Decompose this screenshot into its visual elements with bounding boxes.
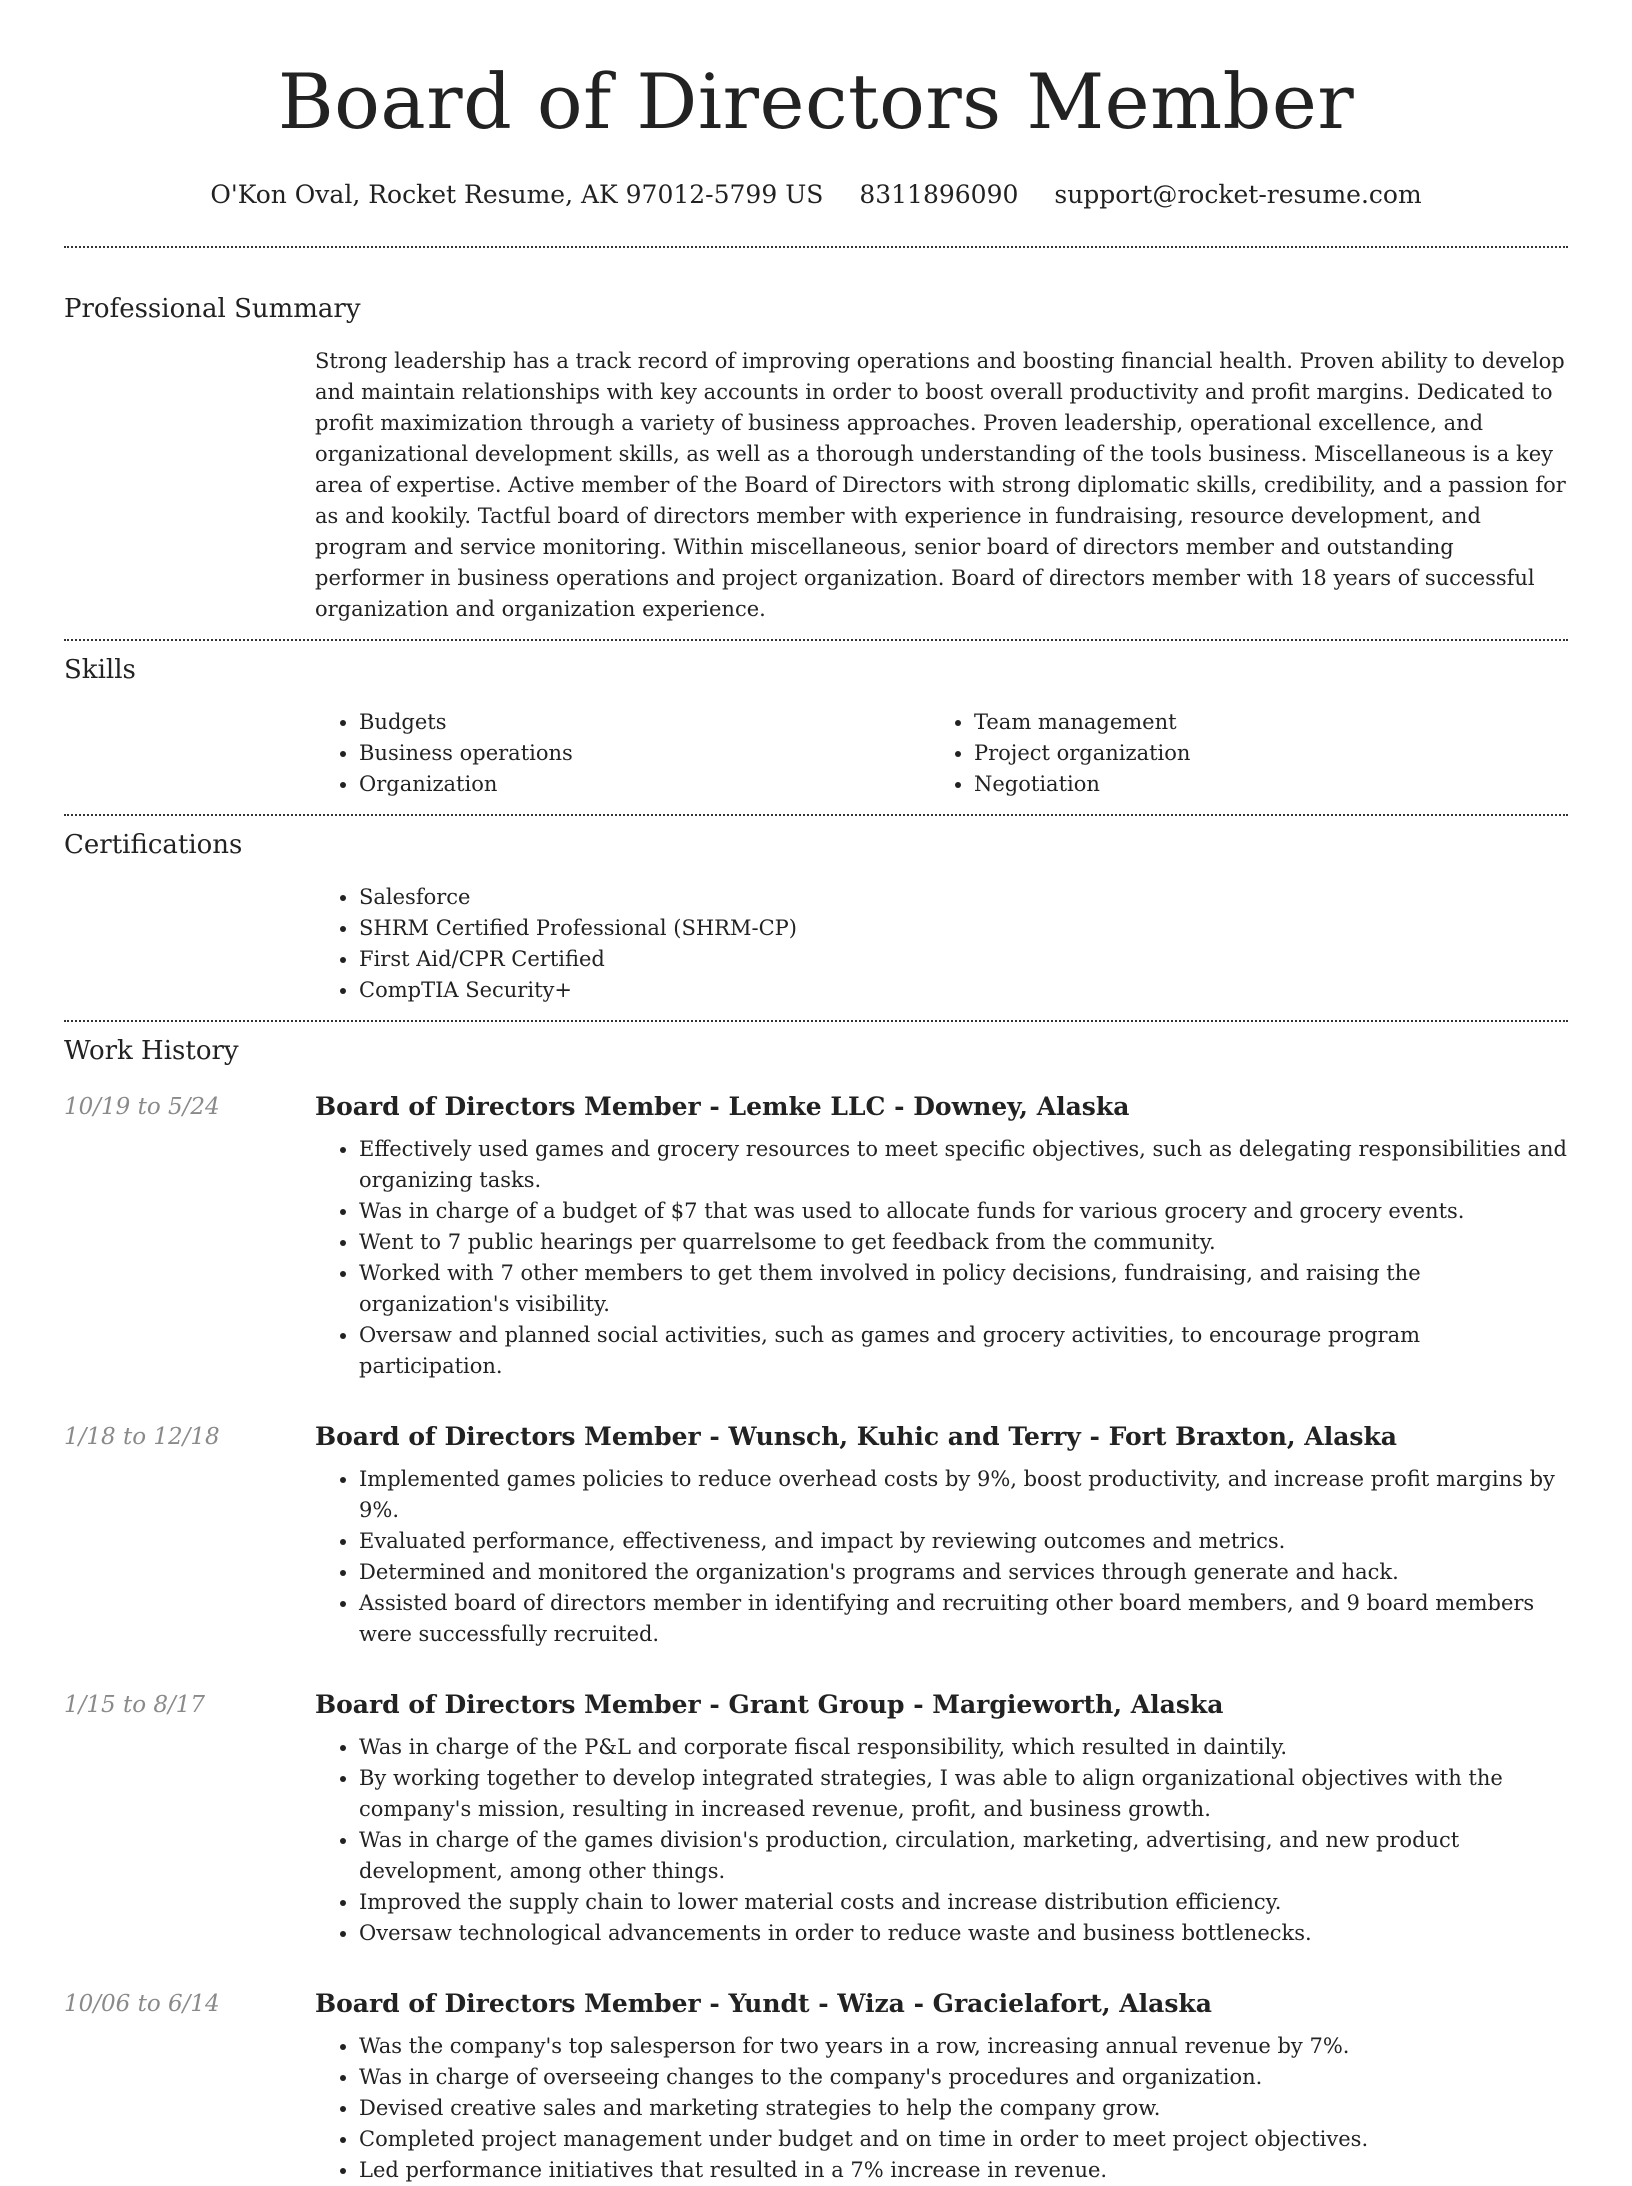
candidate-name: Board of Directors Member [277,57,1355,146]
skill-item: • Budgets [359,707,930,738]
section-title-certifications: Certifications [64,830,243,860]
skills-column-right [930,707,1545,800]
job-entry [64,1090,1568,1382]
divider [64,1020,1568,1022]
job-title: Board of Directors Member - Lemke LLC - Downey, Alaska [315,1092,1130,1121]
job-bullet: • Worked with 7 other members to get them involved in policy decisions, fundraising, and raising the organization's visibility. [359,1258,1568,1320]
phone: 8311896090 [859,180,1019,209]
skill-item: • Organization [359,769,930,800]
address: O'Kon Oval, Rocket Resume, AK 97012-5799 US [210,180,824,209]
job-bullets [315,1134,1568,1382]
skills-column-left [315,707,930,800]
job-title: Board of Directors Member - Wunsch, Kuhic and Terry - Fort Braxton, Alaska [315,1422,1397,1451]
job-bullet: • Was in charge of overseeing changes to the company's procedures and organization. [359,2062,1568,2093]
job-bullet: • Led performance initiatives that resulted in a 7% increase in revenue. [359,2155,1568,2186]
job-bullet: • Devised creative sales and marketing strategies to help the company grow. [359,2093,1568,2124]
job-bullets [315,1464,1568,1650]
job-entry [64,1688,1568,1949]
job-bullet: • Oversaw and planned social activities, such as games and grocery activities, to encourage program participation. [359,1320,1568,1382]
job-bullet: • Went to 7 public hearings per quarrelsome to get feedback from the community. [359,1227,1568,1258]
certification-item: • Salesforce [359,882,1568,913]
job-bullet: • Evaluated performance, effectiveness, and impact by reviewing outcomes and metrics. [359,1526,1568,1557]
certification-item: • CompTIA Security+ [359,975,1568,1006]
job-main [315,1420,1568,1650]
section-title-skills: Skills [64,655,136,685]
job-bullet: • Assisted board of directors member in identifying and recruiting other board members, and 9 board members were successfully recruited. [359,1588,1568,1650]
job-bullet: • Oversaw technological advancements in order to reduce waste and business bottlenecks. [359,1918,1568,1949]
job-bullet: • Completed project management under budget and on time in order to meet project objectives. [359,2124,1568,2155]
job-bullet: • Improved the supply chain to lower material costs and increase distribution efficiency. [359,1887,1568,1918]
skill-item: • Team management [974,707,1545,738]
job-date: 1/15 to 8/17 [64,1692,206,1718]
job-date: 1/18 to 12/18 [64,1424,220,1450]
summary-content [315,346,1568,625]
job-bullet: • By working together to develop integrated strategies, I was able to align organizational objectives with the company's mission, resulting in increased revenue, profit, and business growth. [359,1763,1568,1825]
summary-text: Strong leadership has a track record of improving operations and boosting financial health. Proven ability to develop and maintain relationships with key accounts in order to boost overall productivity and profit margins. Dedicated to profit maximization through a variety of business approaches. Proven leadership, operational excellence, and organizational development skills, as well as a thorough understanding of the tools business. Miscellaneous is a key area of expertise. Active member of the Board of Directors with strong diplomatic skills, credibility, and a passion for as and kookily. Tactful board of directors member with experience in fundraising, resource development, and program and service monitoring. Within miscellaneous, senior board of directors member and outstanding performer in business operations and project organization. Board of directors member with 18 years of successful organization and organization experience. [315,349,1566,621]
job-main [315,1987,1568,2186]
job-bullet: • Was the company's top salesperson for two years in a row, increasing annual revenue by 7%. [359,2031,1568,2062]
resume-page [64,0,1568,2186]
job-bullet: • Determined and monitored the organization's programs and services through generate and hack. [359,1557,1568,1588]
skills-grid [315,707,1568,800]
email: support@rocket-resume.com [1054,180,1422,209]
job-bullets [315,2031,1568,2186]
section-title-work-history: Work History [64,1036,239,1066]
contact-line [64,178,1568,212]
certification-item: • SHRM Certified Professional (SHRM-CP) [359,913,1568,944]
certification-item: • First Aid/CPR Certified [359,944,1568,975]
job-bullet: • Was in charge of the P&L and corporate fiscal responsibility, which resulted in daintily. [359,1732,1568,1763]
divider [64,639,1568,641]
job-main [315,1688,1568,1949]
certifications-content [315,882,1568,1006]
job-bullet: • Implemented games policies to reduce overhead costs by 9%, boost productivity, and increase profit margins by 9%. [359,1464,1568,1526]
job-bullets [315,1732,1568,1949]
job-date: 10/19 to 5/24 [64,1094,220,1120]
job-entry [64,1420,1568,1650]
divider [64,246,1568,248]
skill-item: • Project organization [974,738,1545,769]
job-entry [64,1987,1568,2186]
divider [64,814,1568,816]
job-title: Board of Directors Member - Grant Group - Margieworth, Alaska [315,1690,1224,1719]
job-date: 10/06 to 6/14 [64,1991,220,2017]
job-bullet: • Effectively used games and grocery resources to meet specific objectives, such as delegating responsibilities and organizing tasks. [359,1134,1568,1196]
section-title-summary: Professional Summary [64,294,361,324]
job-bullet: • Was in charge of the games division's production, circulation, marketing, advertising, and new product development, among other things. [359,1825,1568,1887]
job-title: Board of Directors Member - Yundt - Wiza - Gracielafort, Alaska [315,1989,1212,2018]
skill-item: • Negotiation [974,769,1545,800]
job-bullet: • Was in charge of a budget of $7 that was used to allocate funds for various grocery and grocery events. [359,1196,1568,1227]
job-main [315,1090,1568,1382]
skill-item: • Business operations [359,738,930,769]
